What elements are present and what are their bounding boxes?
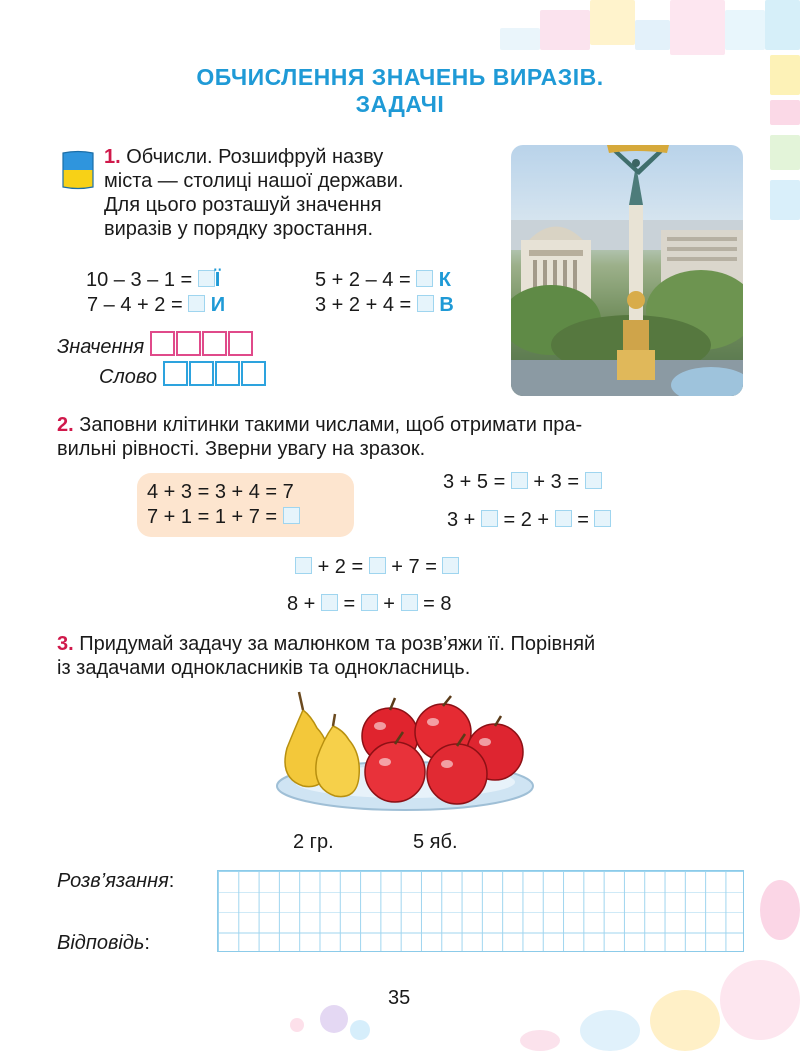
equation-3: + 2 = + 7 = (295, 555, 459, 579)
decor-square (770, 180, 800, 220)
decor-bubble (290, 1018, 304, 1032)
value-box[interactable] (202, 331, 227, 356)
answer-label: Відповідь: (57, 932, 150, 954)
decor-square (725, 10, 765, 50)
answer-box[interactable] (555, 510, 572, 527)
task3-line: із задачами однокласників та однокласниць. (57, 657, 471, 679)
pear-icon (316, 714, 359, 797)
answer-box[interactable] (416, 270, 433, 287)
expression-2: 5 + 2 – 4 = К (315, 269, 451, 291)
decor-square (500, 28, 540, 50)
equation-2: 3 + = 2 + = (447, 508, 611, 532)
expression-4: 3 + 2 + 4 = В (315, 294, 454, 316)
task1-text (104, 145, 499, 241)
answer-box[interactable] (481, 510, 498, 527)
answer-box[interactable] (585, 472, 602, 489)
pears-caption: 2 гр. (293, 831, 334, 853)
task2-line: Заповни клітинки такими числами, щоб отримати пра- (79, 414, 583, 436)
decor-bubble (320, 1005, 348, 1033)
page-title (0, 64, 800, 118)
value-box[interactable] (176, 331, 201, 356)
answer-box[interactable] (321, 594, 338, 611)
decor-bubble (650, 990, 720, 1051)
answer-box[interactable] (295, 557, 312, 574)
answer-box[interactable] (198, 270, 215, 287)
page-number: 35 (388, 987, 411, 1009)
task2-line: вильні рівності. Зверни увагу на зразок. (57, 438, 426, 460)
ukraine-flag-icon (60, 150, 96, 190)
decor-square (540, 10, 590, 50)
task3-text (57, 632, 757, 680)
decor-square (590, 0, 635, 45)
task2-text (57, 413, 747, 461)
equation-1: 3 + 5 = + 3 = (443, 470, 602, 494)
decor-bubble (760, 880, 800, 940)
decor-square (765, 0, 800, 50)
decor-bubble (520, 1030, 560, 1051)
word-row (99, 361, 267, 389)
page-title-line2: ЗАДАЧІ (355, 91, 445, 117)
equation-4: 8 + = + = 8 (287, 593, 452, 615)
answer-box[interactable] (283, 507, 300, 524)
letter-box[interactable] (215, 361, 240, 386)
decor-bubble (720, 960, 800, 1040)
task1-line: Для цього розташуй значення (104, 194, 382, 216)
answer-box[interactable] (417, 295, 434, 312)
cipher-letter: К (438, 269, 451, 291)
answer-box[interactable] (401, 594, 418, 611)
decor-bubble (580, 1010, 640, 1051)
expression-3: 7 – 4 + 2 = И (87, 294, 226, 316)
decor-square (635, 20, 670, 50)
cipher-letter: Ї (214, 269, 221, 291)
task3-number: 3. (57, 633, 74, 655)
letter-box[interactable] (189, 361, 214, 386)
values-row (57, 331, 254, 359)
apples-caption: 5 яб. (413, 831, 458, 853)
decor-bubble (350, 1020, 370, 1040)
letter-box[interactable] (163, 361, 188, 386)
value-box[interactable] (228, 331, 253, 356)
answer-box[interactable] (594, 510, 611, 527)
sample-line-1: 4 + 3 = 3 + 4 = 7 (147, 481, 294, 503)
solution-grid[interactable] (217, 870, 744, 952)
cipher-letter: И (210, 294, 226, 316)
solution-label: Розв’язання: (57, 870, 175, 892)
answer-box[interactable] (511, 472, 528, 489)
task1-number: 1. (104, 146, 121, 168)
decor-square (770, 135, 800, 170)
values-label: Значення (57, 336, 145, 358)
sample-line-2: 7 + 1 = 1 + 7 = (147, 505, 300, 529)
monument-photo (511, 145, 743, 396)
word-label: Слово (99, 366, 157, 388)
task1-line: Обчисли. Розшифруй назву (126, 146, 384, 168)
task1-line: виразів у порядку зростання. (104, 218, 374, 240)
decor-square (670, 0, 725, 55)
fruit-plate-illustration (265, 688, 540, 813)
answer-box[interactable] (188, 295, 205, 312)
task1-line: міста — столиці нашої держави. (104, 170, 404, 192)
page-title-line1: ОБЧИСЛЕННЯ ЗНАЧЕНЬ ВИРАЗІВ. (196, 64, 604, 90)
cipher-letter: В (439, 294, 454, 316)
task3-line: Придумай задачу за малюнком та розв’яжи її. Порівняй (79, 633, 596, 655)
task2-number: 2. (57, 414, 74, 436)
letter-box[interactable] (241, 361, 266, 386)
expression-1: 10 – 3 – 1 = Ї (86, 269, 221, 291)
answer-box[interactable] (361, 594, 378, 611)
answer-box[interactable] (369, 557, 386, 574)
value-box[interactable] (150, 331, 175, 356)
answer-box[interactable] (442, 557, 459, 574)
